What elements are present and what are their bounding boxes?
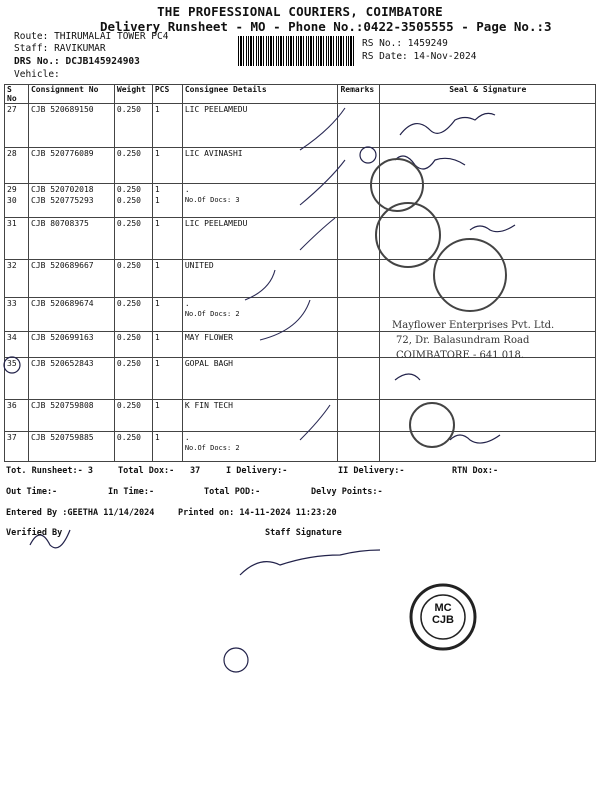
consignment-no: CJB 520652843 [30, 359, 94, 368]
weight-value: 0.250 [116, 359, 141, 368]
no-of-docs: No.Of Docs: 2 [184, 444, 240, 452]
vehicle-label: Vehicle: [14, 69, 60, 80]
staff-value: RAVIKUMAR [54, 43, 106, 54]
rs-no-value: 1459249 [407, 38, 448, 49]
consignee-name: MAY FLOWER [184, 333, 233, 342]
consignment-no: CJB 80708375 [30, 219, 89, 228]
consignee-name: LIC PEELAMEDU [184, 105, 248, 114]
cell-sno: 29 30 [5, 184, 29, 218]
verified-by: Verified By [6, 528, 63, 538]
consignee-name: . [184, 185, 190, 194]
i-delivery: I Delivery:- [226, 466, 288, 476]
staff-label: Staff: [14, 43, 49, 54]
pcs-value: 1 [154, 219, 160, 228]
weight-value: 0.250 [116, 299, 141, 308]
route-value: THIRUMALAI TOWER PC4 [54, 31, 169, 42]
consignee-name: LIC PEELAMEDU [184, 219, 248, 228]
weight-value: 0.250 [116, 105, 141, 114]
cjb-stamp-text: CJB [431, 614, 454, 626]
printed-on: Printed on: 14-11-2024 11:23:20 [178, 508, 337, 518]
round-stamps [371, 159, 506, 447]
rs-date-value: 14-Nov-2024 [413, 51, 477, 62]
weight-value: 0.250 [116, 401, 141, 410]
col-remarks: Remarks [338, 85, 380, 104]
col-sno: S No [5, 85, 29, 104]
consignment-no: CJB 520776089 [30, 149, 94, 158]
signature-scribbles [4, 113, 515, 672]
cell-sno: 36 [5, 400, 29, 432]
weight-value: 0.250 [116, 433, 141, 442]
pcs-value: 1 [154, 105, 160, 114]
ii-delivery: II Delivery:- [338, 466, 405, 476]
cell-sno: 33 [5, 298, 29, 332]
cell-sno: 32 [5, 260, 29, 298]
col-consignee: Consignee Details [182, 85, 338, 104]
pcs-value: 1 [154, 401, 160, 410]
consignee-name: . [184, 433, 190, 442]
company-title: THE PROFESSIONAL COURIERS, COIMBATORE [157, 4, 443, 19]
drs-label: DRS No.: [14, 56, 60, 67]
consignee-name: . [184, 299, 190, 308]
staff-signature: Staff Signature [265, 528, 342, 538]
pcs-value: 1 [154, 261, 160, 270]
pcs-value: 1 [154, 359, 160, 368]
cell-sno: 28 [5, 148, 29, 184]
delvy-points: Delvy Points:- [311, 487, 383, 497]
pcs-value: 1 [154, 149, 160, 158]
total-pod: Total POD:- [204, 487, 261, 497]
rtn-dox: RTN Dox:- [452, 466, 499, 476]
weight-value: 0.250 [116, 149, 141, 158]
weight-value: 0.250 [116, 333, 141, 342]
pcs-value: 1 [154, 185, 160, 194]
rs-no-label: RS No.: [362, 38, 403, 49]
consignment-no: CJB 520699163 [30, 333, 94, 342]
mayflower-stamp-line-2: 72, Dr. Balasundram Road [396, 335, 530, 346]
consignment-no: CJB 520702018 [30, 185, 94, 194]
mayflower-stamp [392, 318, 554, 363]
pcs-value: 1 [154, 333, 160, 342]
rs-date-label: RS Date: [362, 51, 408, 62]
pcs-value: 1 [154, 433, 160, 442]
total-dox-label: Total Dox:- [118, 466, 175, 476]
route-label: Route: [14, 31, 49, 42]
in-time: In Time:- [108, 487, 155, 497]
mc-cjb-stamp-text [430, 602, 456, 626]
total-dox-value: 37 [190, 466, 201, 476]
mayflower-stamp-line-3: COIMBATORE - 641 018. [396, 350, 525, 361]
consignee-name: K FIN TECH [184, 401, 233, 410]
pcs-value: 1 [154, 299, 160, 308]
cell-sno: 27 [5, 104, 29, 148]
col-consignment: Consignment No [28, 85, 114, 104]
weight-value: 0.250 [116, 196, 141, 205]
consignment-no: CJB 520759885 [30, 433, 94, 442]
mayflower-stamp-line-1: Mayflower Enterprises Pvt. Ltd. [392, 320, 555, 331]
mc-stamp-text: MC [434, 602, 452, 614]
runsheet-subtitle: Delivery Runsheet - MO - Phone No.:0422-3505555 - Page No.:3 [100, 19, 552, 34]
weight-value: 0.250 [116, 219, 141, 228]
consignee-name: LIC AVINASHI [184, 149, 243, 158]
out-time: Out Time:- [6, 487, 58, 497]
consignment-no: CJB 520775293 [30, 196, 94, 205]
cell-sno: 34 [5, 332, 29, 358]
weight-value: 0.250 [116, 185, 141, 194]
no-of-docs: No.Of Docs: 3 [184, 196, 240, 204]
drs-value: DCJB145924903 [65, 56, 140, 67]
delivery-tick-marks [245, 108, 345, 440]
tot-runsheet: Tot. Runsheet:- 3 [6, 466, 93, 476]
cell-sno: 31 [5, 218, 29, 260]
consignee-name: GOPAL BAGH [184, 359, 233, 368]
no-of-docs: No.Of Docs: 2 [184, 310, 240, 318]
weight-value: 0.250 [116, 261, 141, 270]
consignee-name: UNITED [184, 261, 214, 270]
cell-sno: 37 [5, 432, 29, 462]
col-seal-signature: Seal & Signature [380, 85, 596, 104]
consignment-no: CJB 520689667 [30, 261, 94, 270]
consignment-no: CJB 520689150 [30, 105, 94, 114]
pcs-value: 1 [154, 196, 160, 205]
cell-sno: 35 [5, 358, 29, 400]
col-weight: Weight [114, 85, 152, 104]
col-pcs: PCS [152, 85, 182, 104]
consignment-no: CJB 520759808 [30, 401, 94, 410]
entered-by: Entered By :GEETHA 11/14/2024 [6, 508, 155, 518]
consignment-no: CJB 520689674 [30, 299, 94, 308]
